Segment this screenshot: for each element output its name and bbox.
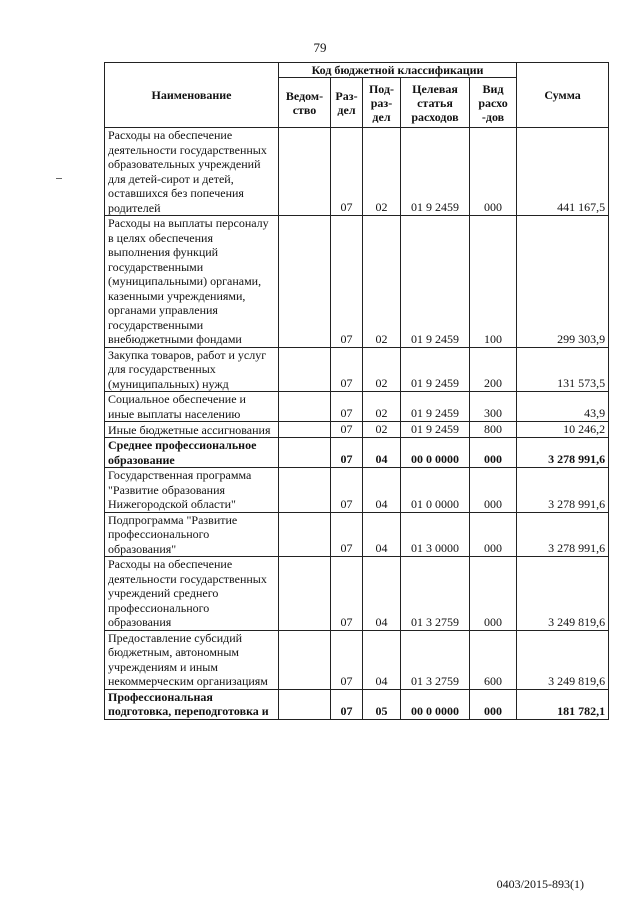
row-vedomstvo [279,557,331,631]
row-name: Расходы на обеспечение деятельности государственных образовательных учреждений для детей-сирот и детей, оставшихся без попечения родителей [105,128,279,216]
budget-table [104,62,609,720]
row-podrazdel: 02 [363,347,401,392]
row-razdel: 07 [331,128,363,216]
row-vid: 000 [470,438,517,468]
row-sum: 3 278 991,6 [517,512,609,557]
row-vedomstvo [279,216,331,348]
row-celevaya: 01 9 2459 [401,216,470,348]
table-row [105,630,609,689]
row-podrazdel: 02 [363,128,401,216]
row-name: Подпрограмма "Развитие профессионального образования" [105,512,279,557]
row-celevaya: 01 3 2759 [401,557,470,631]
header-name: Наименование [105,63,279,128]
row-sum: 3 249 819,6 [517,630,609,689]
table-row [105,422,609,438]
row-vid: 200 [470,347,517,392]
header-vid: Вид расхо -дов [470,78,517,128]
row-vid: 000 [470,512,517,557]
row-sum: 3 278 991,6 [517,468,609,513]
header-razdel: Раз-дел [331,78,363,128]
row-celevaya: 00 0 0000 [401,438,470,468]
row-razdel: 07 [331,216,363,348]
row-vedomstvo [279,347,331,392]
row-podrazdel: 04 [363,438,401,468]
row-razdel: 07 [331,557,363,631]
table-row [105,392,609,422]
row-podrazdel: 04 [363,630,401,689]
table-row [105,347,609,392]
row-podrazdel: 02 [363,216,401,348]
document-code: 0403/2015-893(1) [496,877,584,891]
table-row [105,128,609,216]
row-razdel: 07 [331,438,363,468]
row-name: Государственная программа "Развитие образования Нижегородской области" [105,468,279,513]
row-vid: 000 [470,468,517,513]
row-sum: 3 278 991,6 [517,438,609,468]
header-vedomstvo: Ведом-ство [279,78,331,128]
row-name: Предоставление субсидий бюджетным, автономным учреждениям и иным некоммерческим организациям [105,630,279,689]
row-podrazdel: 02 [363,392,401,422]
row-name: Иные бюджетные ассигнования [105,422,279,438]
row-celevaya: 00 0 0000 [401,689,470,719]
row-name: Социальное обеспечение и иные выплаты населению [105,392,279,422]
row-vedomstvo [279,630,331,689]
row-celevaya: 01 3 0000 [401,512,470,557]
row-sum: 441 167,5 [517,128,609,216]
row-podrazdel: 04 [363,557,401,631]
row-sum: 181 782,1 [517,689,609,719]
row-razdel: 07 [331,347,363,392]
row-vedomstvo [279,422,331,438]
row-podrazdel: 04 [363,512,401,557]
row-name: Закупка товаров, работ и услуг для государственных (муниципальных) нужд [105,347,279,392]
row-vedomstvo [279,689,331,719]
row-razdel: 07 [331,422,363,438]
row-vid: 000 [470,557,517,631]
table-row [105,689,609,719]
row-razdel: 07 [331,689,363,719]
row-name: Расходы на обеспечение деятельности государственных учреждений среднего профессионального образования [105,557,279,631]
header-celevaya: Целевая статья расходов [401,78,470,128]
row-vedomstvo [279,392,331,422]
table-row [105,557,609,631]
row-podrazdel: 02 [363,422,401,438]
row-podrazdel: 04 [363,468,401,513]
margin-mark [56,178,62,179]
table-row [105,468,609,513]
row-vid: 800 [470,422,517,438]
row-celevaya: 01 0 0000 [401,468,470,513]
row-vid: 100 [470,216,517,348]
page-number: 79 [313,40,327,55]
row-vedomstvo [279,468,331,513]
header-classification-group: Код бюджетной классификации [279,63,517,78]
row-vedomstvo [279,512,331,557]
row-celevaya: 01 9 2459 [401,347,470,392]
row-razdel: 07 [331,512,363,557]
row-celevaya: 01 3 2759 [401,630,470,689]
row-celevaya: 01 9 2459 [401,392,470,422]
header-sum: Сумма [517,63,609,128]
row-sum: 3 249 819,6 [517,557,609,631]
table-row [105,438,609,468]
row-sum: 10 246,2 [517,422,609,438]
table-body [105,128,609,720]
row-sum: 131 573,5 [517,347,609,392]
table-row [105,216,609,348]
row-celevaya: 01 9 2459 [401,422,470,438]
row-sum: 299 303,9 [517,216,609,348]
row-vedomstvo [279,128,331,216]
header-podrazdel: Под-раз-дел [363,78,401,128]
row-vedomstvo [279,438,331,468]
row-razdel: 07 [331,630,363,689]
row-sum: 43,9 [517,392,609,422]
row-name: Среднее профессиональное образование [105,438,279,468]
row-name: Расходы на выплаты персоналу в целях обеспечения выполнения функций государственными (муниципальными) органами, казенными учреждениями, органами управления государственными внебюджетными фондами [105,216,279,348]
table-row [105,512,609,557]
row-name: Профессиональная подготовка, переподготовка и [105,689,279,719]
row-podrazdel: 05 [363,689,401,719]
row-vid: 600 [470,630,517,689]
row-vid: 300 [470,392,517,422]
row-vid: 000 [470,128,517,216]
row-razdel: 07 [331,392,363,422]
row-razdel: 07 [331,468,363,513]
row-celevaya: 01 9 2459 [401,128,470,216]
row-vid: 000 [470,689,517,719]
